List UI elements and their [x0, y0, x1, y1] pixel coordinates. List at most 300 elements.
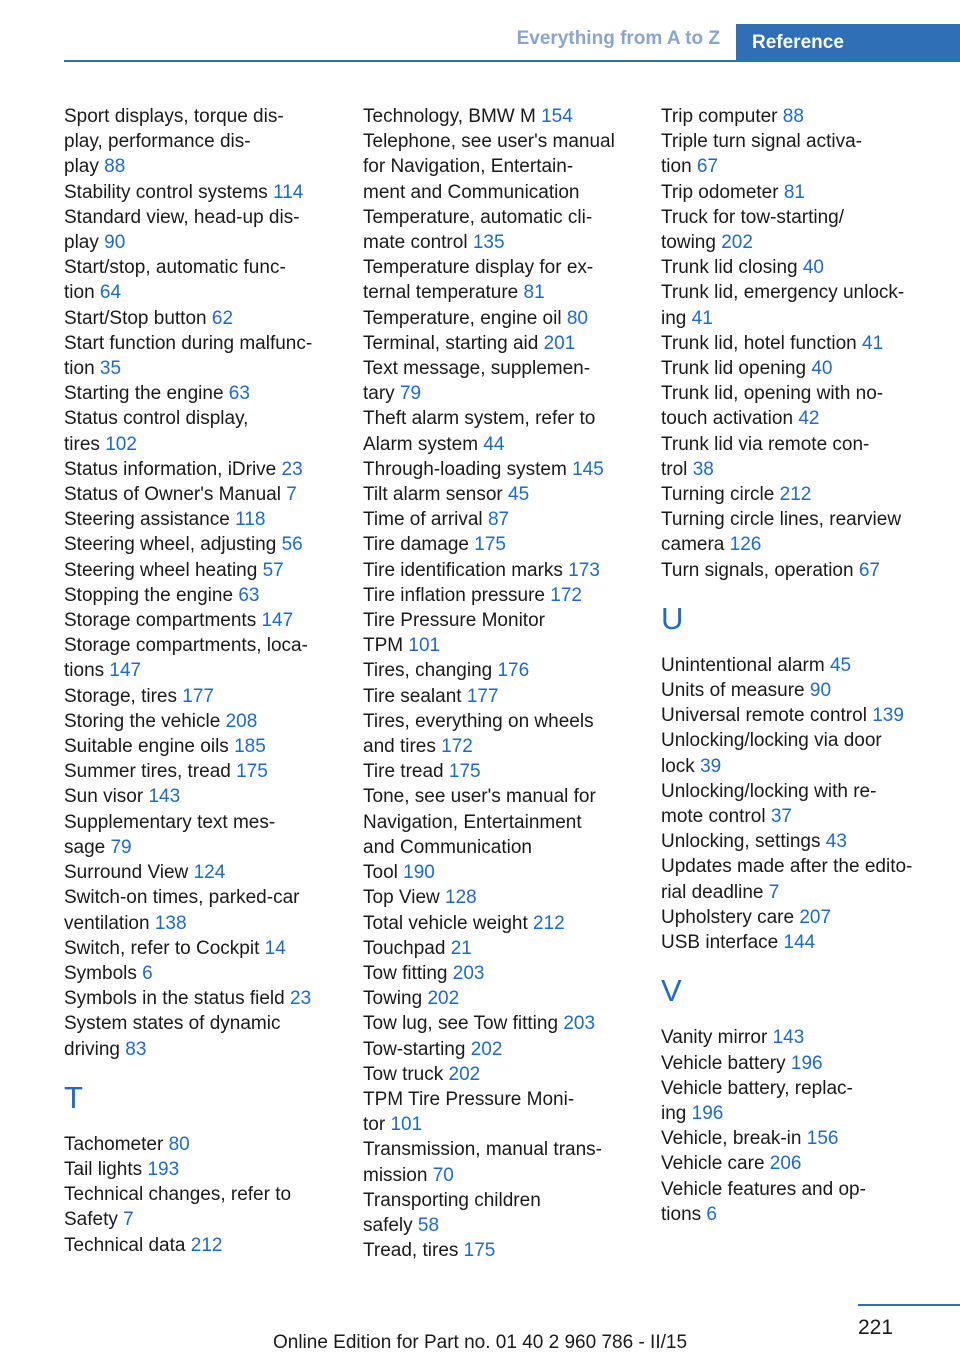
- page-reference-link[interactable]: 39: [700, 755, 722, 777]
- index-entry-line: [661, 457, 951, 482]
- index-entry: [661, 703, 951, 728]
- page-reference-link[interactable]: 175: [448, 761, 481, 783]
- page-reference-link[interactable]: 172: [550, 584, 582, 606]
- page-reference-link[interactable]: 63: [238, 584, 260, 606]
- index-entry-text: Vehicle features and op-: [661, 1178, 866, 1200]
- index-entry-text: Transmission, manual trans-: [363, 1139, 602, 1161]
- index-entry-line: [661, 804, 951, 829]
- header-tab: [736, 24, 960, 62]
- page-reference-link[interactable]: 196: [691, 1102, 724, 1124]
- page-reference-link[interactable]: 88: [782, 106, 804, 127]
- index-entry: [363, 507, 653, 532]
- page-reference-link[interactable]: 56: [281, 534, 303, 556]
- page-reference-link[interactable]: 80: [168, 1133, 190, 1155]
- index-entry-text: mate control: [363, 232, 468, 254]
- page-reference-link[interactable]: 58: [417, 1214, 440, 1236]
- page-reference-link[interactable]: 212: [779, 484, 812, 506]
- index-entry-line: [363, 331, 653, 356]
- index-entry-line: [363, 1011, 653, 1036]
- page-reference-link[interactable]: 208: [225, 710, 258, 732]
- index-entry-line: [363, 986, 653, 1011]
- index-entry: [363, 885, 653, 910]
- page-reference-link[interactable]: 114: [273, 181, 304, 203]
- index-entry-text: Storing the vehicle: [64, 710, 221, 732]
- index-entry: [64, 885, 354, 935]
- index-entry-text: Triple turn signal activa-: [661, 131, 862, 153]
- index-entry-line: [661, 230, 951, 255]
- index-entry-text: and tires: [363, 736, 436, 758]
- page-reference-link[interactable]: 41: [862, 332, 884, 354]
- index-entry-text: tions: [661, 1203, 702, 1225]
- index-entry: [64, 734, 354, 759]
- index-entry-text: Temperature display for ex-: [363, 257, 594, 279]
- index-entry-line: [363, 608, 653, 633]
- page-reference-link[interactable]: 196: [790, 1052, 823, 1074]
- index-entry-text: Tail lights: [64, 1158, 143, 1180]
- page-reference-link[interactable]: 139: [872, 705, 904, 727]
- index-entry: [661, 1151, 951, 1176]
- index-entry-line: [64, 658, 354, 683]
- index-entry-text: play: [64, 156, 99, 178]
- index-entry-text: Trunk lid, opening with no-: [661, 383, 884, 405]
- index-entry: [363, 658, 653, 683]
- page-reference-link[interactable]: 81: [783, 181, 805, 203]
- index-entry-text: Trunk lid, emergency unlock-: [661, 282, 905, 304]
- page-reference-link[interactable]: 87: [487, 509, 510, 531]
- page-reference-link[interactable]: 45: [829, 654, 852, 676]
- index-entry-text: Storage compartments: [64, 610, 257, 632]
- index-entry-line: [363, 1188, 653, 1213]
- index-entry: [64, 558, 354, 583]
- index-entry-text: ing: [661, 307, 687, 329]
- index-entry-line: [363, 1112, 653, 1137]
- index-entry-line: [661, 779, 951, 804]
- index-entry-line: [64, 986, 354, 1011]
- index-entry-line: [64, 356, 354, 381]
- page-reference-link[interactable]: 45: [508, 484, 530, 506]
- index-entry-line: [64, 810, 354, 835]
- page-reference-link[interactable]: 156: [806, 1128, 839, 1150]
- index-entry-text: Vehicle battery: [661, 1052, 786, 1074]
- index-entry: [661, 205, 951, 255]
- index-entry-line: [64, 1233, 354, 1258]
- index-entry-text: Temperature, automatic cli-: [363, 206, 593, 228]
- index-entry-line: [661, 381, 951, 406]
- index-entry-line: [661, 1025, 951, 1050]
- index-entry-line: [661, 432, 951, 457]
- index-entry: [363, 306, 653, 331]
- index-entry: [363, 406, 653, 456]
- index-entry-text: play: [64, 232, 99, 254]
- index-entry-line: [64, 885, 354, 910]
- page-reference-link[interactable]: 143: [148, 786, 181, 808]
- index-entry-line: [661, 1202, 951, 1227]
- page-reference-link[interactable]: 23: [290, 988, 312, 1010]
- index-entry-text: for Navigation, Entertain-: [363, 156, 574, 178]
- index-entry-text: Tone, see user's manual for: [363, 786, 596, 808]
- index-entry: [661, 331, 951, 356]
- index-entry-text: Sport displays, torque dis-: [64, 106, 284, 127]
- index-entry-text: Tire identification marks: [363, 559, 563, 581]
- page-reference-link[interactable]: 173: [568, 559, 600, 581]
- index-entry-text: Status information, iDrive: [64, 458, 277, 480]
- page-reference-link[interactable]: 40: [802, 257, 824, 279]
- index-entry: [64, 810, 354, 860]
- index-entry-text: Time of arrival: [363, 509, 483, 531]
- index-entry: [64, 381, 354, 406]
- index-entry-line: [661, 104, 951, 129]
- index-entry-line: [64, 180, 354, 205]
- index-entry-line: [661, 306, 951, 331]
- index-entry-line: [661, 854, 951, 879]
- index-entry-line: [363, 784, 653, 809]
- index-entry-text: ing: [661, 1102, 687, 1124]
- page-reference-link[interactable]: 88: [104, 156, 126, 178]
- page-reference-link[interactable]: 62: [211, 307, 234, 329]
- index-entry-line: [661, 558, 951, 583]
- page-reference-link[interactable]: 90: [104, 232, 126, 254]
- page-reference-link[interactable]: 81: [523, 282, 545, 304]
- index-entry-line: [363, 860, 653, 885]
- index-entry-line: [64, 1132, 354, 1157]
- index-entry-line: [64, 507, 354, 532]
- index-column-1: [64, 104, 354, 1258]
- index-entry-line: [64, 684, 354, 709]
- index-entry-text: Units of measure: [661, 680, 805, 702]
- index-entry: [661, 905, 951, 930]
- index-entry-line: [64, 784, 354, 809]
- header-tab-label: Reference: [752, 32, 844, 53]
- page-reference-link[interactable]: 147: [109, 660, 142, 682]
- index-entry-text: camera: [661, 534, 725, 556]
- page-reference-link[interactable]: 175: [236, 761, 268, 783]
- index-entry-line: [661, 129, 951, 154]
- page-reference-link[interactable]: 175: [474, 534, 506, 556]
- index-entry-text: Summer tires, tread: [64, 761, 231, 783]
- index-entry: [64, 104, 354, 180]
- index-entry-line: [64, 306, 354, 331]
- index-entry: [363, 759, 653, 784]
- page-reference-link[interactable]: 67: [858, 559, 880, 581]
- index-entry-text: Suitable engine oils: [64, 736, 229, 758]
- index-entry-line: [363, 180, 653, 205]
- index-entry-text: tions: [64, 660, 105, 682]
- page-reference-link[interactable]: 67: [696, 156, 719, 178]
- index-entry: [64, 608, 354, 633]
- index-entry: [661, 728, 951, 778]
- page-reference-link[interactable]: 177: [466, 685, 499, 707]
- index-entry-line: [363, 306, 653, 331]
- index-entry-text: Surround View: [64, 862, 189, 884]
- page-reference-link[interactable]: 212: [190, 1234, 223, 1256]
- index-entry: [661, 1076, 951, 1126]
- index-entry: [661, 507, 951, 557]
- index-entry: [64, 1182, 354, 1232]
- index-entry-text: Supplementary text mes-: [64, 811, 276, 833]
- index-entry-text: System states of dynamic: [64, 1013, 281, 1035]
- index-entry-text: mote control: [661, 806, 766, 828]
- page-reference-link[interactable]: 175: [463, 1240, 496, 1262]
- page-reference-link[interactable]: 177: [182, 685, 214, 707]
- index-entry-text: Total vehicle weight: [363, 912, 528, 934]
- index-entry-line: [363, 205, 653, 230]
- page-reference-link[interactable]: 14: [264, 937, 286, 959]
- index-entry-text: Switch, refer to Cockpit: [64, 937, 260, 959]
- index-entry-text: Tire tread: [363, 761, 444, 783]
- index-entry-line: [661, 1051, 951, 1076]
- index-entry-text: tor: [363, 1114, 386, 1136]
- index-entry-text: Tires, everything on wheels: [363, 710, 594, 732]
- index-entry-line: [661, 905, 951, 930]
- index-entry: [64, 457, 354, 482]
- index-entry-text: touch activation: [661, 408, 794, 430]
- index-entry: [64, 860, 354, 885]
- index-entry-line: [64, 406, 354, 431]
- index-entry-text: Temperature, engine oil: [363, 307, 562, 329]
- index-entry-line: [661, 1101, 951, 1126]
- page-reference-link[interactable]: 138: [154, 912, 187, 934]
- page-reference-link[interactable]: 118: [235, 509, 266, 531]
- index-entry-line: [363, 835, 653, 860]
- index-entry-line: [363, 457, 653, 482]
- page-reference-link[interactable]: 90: [809, 680, 832, 702]
- page-reference-link[interactable]: 44: [483, 433, 505, 455]
- index-entry: [64, 406, 354, 456]
- page-reference-link[interactable]: 41: [691, 307, 713, 329]
- index-entry-line: [363, 1087, 653, 1112]
- index-entry-line: [64, 205, 354, 230]
- index-entry-line: [363, 633, 653, 658]
- index-entry-text: Start/Stop button: [64, 307, 207, 329]
- index-entry-text: Status control display,: [64, 408, 249, 430]
- index-entry-line: [363, 1163, 653, 1188]
- index-entry: [363, 784, 653, 860]
- page-reference-link[interactable]: 7: [123, 1209, 134, 1231]
- index-entry: [64, 205, 354, 255]
- index-entry-text: tion: [64, 358, 95, 380]
- page-reference-link[interactable]: 202: [721, 232, 753, 254]
- page-reference-link[interactable]: 206: [769, 1153, 802, 1175]
- page-reference-link[interactable]: 23: [281, 458, 303, 480]
- index-entry: [661, 280, 951, 330]
- page-reference-link[interactable]: 83: [125, 1038, 147, 1060]
- page-reference-link[interactable]: 202: [427, 988, 460, 1010]
- index-entry-line: [363, 734, 653, 759]
- index-entry-line: [64, 911, 354, 936]
- page-reference-link[interactable]: 176: [497, 660, 530, 682]
- index-entry-line: [64, 1157, 354, 1182]
- index-entry-line: [64, 129, 354, 154]
- page-reference-link[interactable]: 80: [566, 307, 588, 329]
- page-reference-link[interactable]: 212: [533, 912, 565, 934]
- page-reference-link[interactable]: 6: [142, 962, 153, 984]
- index-entry-line: [661, 180, 951, 205]
- index-entry: [64, 482, 354, 507]
- page-reference-link[interactable]: 203: [452, 962, 485, 984]
- page-reference-link[interactable]: 193: [147, 1158, 180, 1180]
- index-entry: [64, 684, 354, 709]
- index-entry-text: Navigation, Entertainment: [363, 811, 582, 833]
- index-entry-text: Tow-starting: [363, 1038, 466, 1060]
- index-entry-line: [64, 709, 354, 734]
- index-entry-line: [363, 154, 653, 179]
- index-entry-line: [64, 608, 354, 633]
- index-entry-text: TPM Tire Pressure Moni-: [363, 1088, 575, 1110]
- index-letter-heading: V: [661, 973, 682, 1009]
- index-entry-line: [661, 754, 951, 779]
- index-entry-text: Trunk lid opening: [661, 358, 807, 380]
- index-entry: [661, 432, 951, 482]
- index-entry-text: trol: [661, 458, 688, 480]
- index-entry: [363, 986, 653, 1011]
- index-entry-line: [661, 829, 951, 854]
- page-reference-link[interactable]: 147: [261, 610, 294, 632]
- footer-rule: [858, 1304, 960, 1306]
- index-entry-line: [64, 558, 354, 583]
- page-reference-link[interactable]: 7: [768, 881, 780, 903]
- index-entry: [661, 1126, 951, 1151]
- index-entry-line: [661, 678, 951, 703]
- index-entry-line: [363, 356, 653, 381]
- page-reference-link[interactable]: 207: [799, 906, 832, 928]
- index-entry: [661, 779, 951, 829]
- index-entry: [363, 936, 653, 961]
- index-entry-text: Steering wheel heating: [64, 559, 258, 581]
- index-entry: [363, 961, 653, 986]
- index-entry-line: [661, 406, 951, 431]
- page-reference-link[interactable]: 21: [450, 937, 472, 959]
- index-entry: [363, 205, 653, 255]
- page-reference-link[interactable]: 185: [234, 736, 266, 758]
- page-reference-link[interactable]: 135: [472, 232, 505, 254]
- index-entry-line: [64, 457, 354, 482]
- index-entry-text: Turning circle lines, rearview: [661, 509, 902, 531]
- index-entry-text: Steering assistance: [64, 509, 230, 531]
- page-reference-link[interactable]: 38: [692, 458, 714, 480]
- index-entry-text: Storage, tires: [64, 685, 177, 707]
- page-reference-link[interactable]: 64: [99, 282, 122, 304]
- index-entry-line: [661, 154, 951, 179]
- index-entry-text: Top View: [363, 887, 440, 909]
- index-entry-line: [363, 230, 653, 255]
- index-entry-text: and Communication: [363, 836, 532, 858]
- page-reference-link[interactable]: 203: [563, 1013, 596, 1035]
- index-entry-line: [363, 759, 653, 784]
- page-reference-link[interactable]: 190: [403, 862, 435, 884]
- index-entry-text: Technology, BMW M: [363, 106, 536, 127]
- page-reference-link[interactable]: 37: [770, 806, 792, 828]
- index-entry: [363, 129, 653, 205]
- index-entry-text: Unintentional alarm: [661, 654, 825, 676]
- index-entry-text: towing: [661, 232, 716, 254]
- index-entry-line: [64, 936, 354, 961]
- index-entry-line: [363, 255, 653, 280]
- index-entry: [64, 306, 354, 331]
- index-entry-text: Trip computer: [661, 106, 778, 127]
- index-entry: [64, 1132, 354, 1157]
- page-reference-link[interactable]: 40: [811, 358, 833, 380]
- page-reference-link[interactable]: 35: [99, 358, 122, 380]
- index-entry-text: Through-loading system: [363, 458, 567, 480]
- index-entry: [64, 1011, 354, 1061]
- index-entry-line: [363, 810, 653, 835]
- index-entry-line: [64, 1037, 354, 1062]
- index-entry-text: safely: [363, 1214, 413, 1236]
- page-reference-link[interactable]: 79: [110, 836, 132, 858]
- page-reference-link[interactable]: 6: [706, 1203, 717, 1225]
- index-entry-line: [363, 709, 653, 734]
- page-reference-link[interactable]: 70: [432, 1164, 454, 1186]
- index-entry-line: [64, 1011, 354, 1036]
- index-entry-text: Theft alarm system, refer to: [363, 408, 596, 430]
- index-entry-line: [363, 280, 653, 305]
- index-entry-text: Tachometer: [64, 1133, 164, 1155]
- index-entry-text: Transporting children: [363, 1189, 541, 1211]
- index-entry-text: Unlocking, settings: [661, 831, 821, 853]
- index-entry-line: [64, 331, 354, 356]
- index-entry-line: [64, 734, 354, 759]
- page-reference-link[interactable]: 145: [572, 458, 604, 480]
- page-reference-link[interactable]: 202: [470, 1038, 503, 1060]
- page-reference-link[interactable]: 172: [441, 736, 473, 758]
- page-reference-link[interactable]: 42: [798, 408, 820, 430]
- header-section-title: Everything from A to Z: [516, 28, 720, 49]
- index-entry-line: [661, 532, 951, 557]
- page-reference-link[interactable]: 128: [445, 887, 477, 909]
- page-reference-link[interactable]: 43: [825, 831, 847, 853]
- index-entry-text: Tire sealant: [363, 685, 462, 707]
- page-reference-link[interactable]: 7: [286, 484, 297, 506]
- index-entry: [661, 180, 951, 205]
- page-reference-link[interactable]: 101: [408, 635, 441, 657]
- index-entry: [64, 633, 354, 683]
- index-entry-line: [661, 331, 951, 356]
- index-entry: [64, 583, 354, 608]
- index-entry-text: Text message, supplemen-: [363, 358, 591, 380]
- page-reference-link[interactable]: 57: [262, 559, 284, 581]
- index-entry-line: [363, 381, 653, 406]
- page-reference-link[interactable]: 202: [448, 1063, 481, 1085]
- index-entry-line: [363, 1037, 653, 1062]
- page-reference-link[interactable]: 102: [105, 433, 137, 455]
- index-entry-text: Vehicle battery, replac-: [661, 1077, 853, 1099]
- page-reference-link[interactable]: 154: [541, 106, 573, 127]
- page-reference-link[interactable]: 144: [783, 932, 816, 954]
- index-entry-text: Standard view, head-up dis-: [64, 206, 300, 228]
- index-entry: [64, 331, 354, 381]
- index-entry-line: [64, 255, 354, 280]
- index-entry-line: [363, 532, 653, 557]
- index-entry: [661, 558, 951, 583]
- page-reference-link[interactable]: 79: [399, 383, 422, 405]
- index-entry: [363, 1011, 653, 1036]
- index-entry-line: [661, 703, 951, 728]
- index-entry-line: [64, 759, 354, 784]
- index-entry-line: [64, 583, 354, 608]
- page-reference-link[interactable]: 63: [228, 383, 250, 405]
- index-entry-text: driving: [64, 1038, 120, 1060]
- index-entry-line: [64, 532, 354, 557]
- index-entry-text: tires: [64, 433, 100, 455]
- page-reference-link[interactable]: 201: [543, 332, 576, 354]
- page-reference-link[interactable]: 126: [729, 534, 762, 556]
- index-entry-text: Safety: [64, 1209, 118, 1231]
- page-reference-link[interactable]: 101: [390, 1114, 423, 1136]
- index-entry-line: [64, 835, 354, 860]
- page-reference-link[interactable]: 143: [772, 1027, 805, 1049]
- index-entry: [661, 930, 951, 955]
- page-reference-link[interactable]: 124: [193, 862, 226, 884]
